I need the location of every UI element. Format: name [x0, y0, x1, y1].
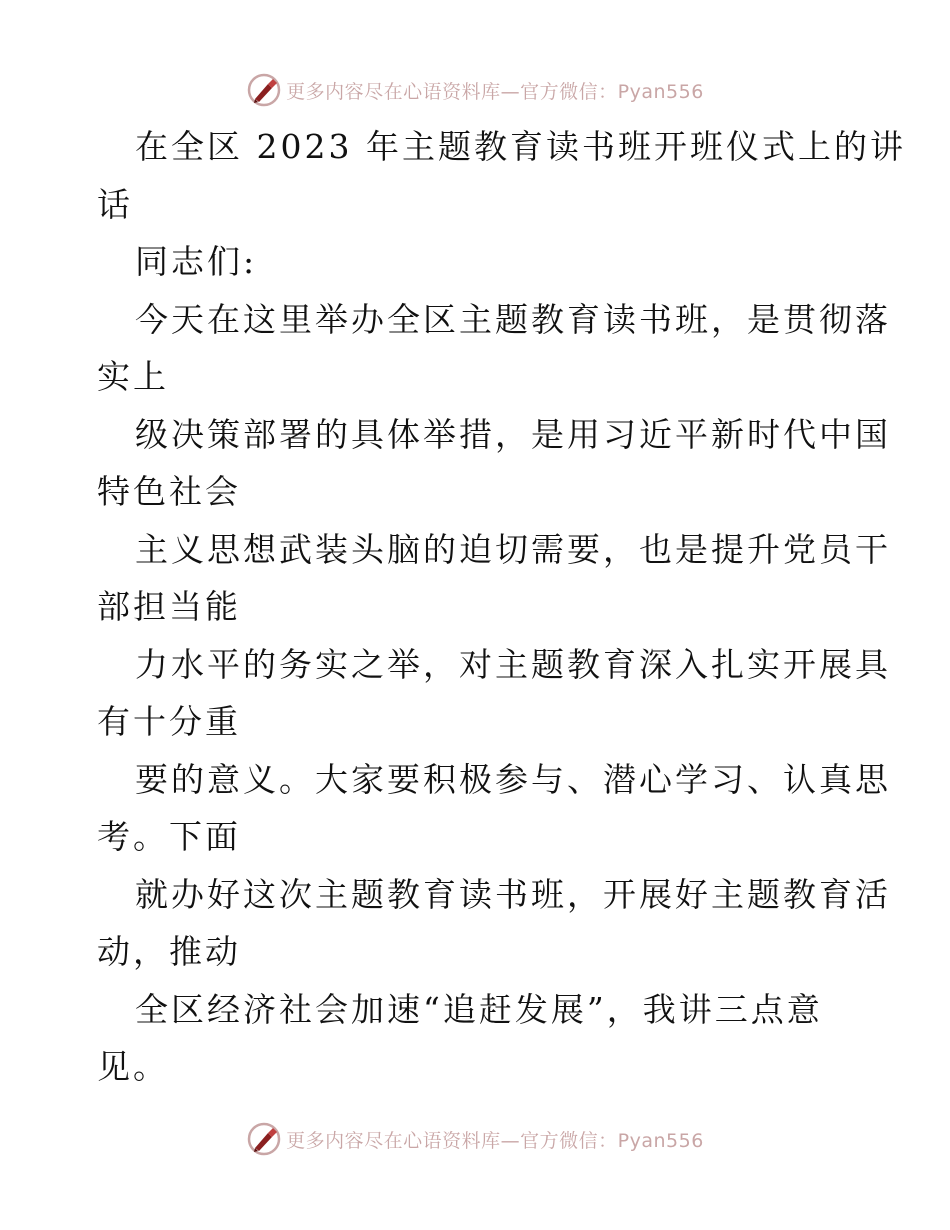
text-line: 今天在这里举办全区主题教育读书班，是贯彻落	[135, 299, 891, 339]
header-watermark	[0, 70, 950, 110]
text-line: 主义思想武装头脑的迫切需要，也是提升党员干	[135, 529, 891, 569]
text-line: 见。	[97, 1047, 169, 1086]
pen-logo-icon	[246, 72, 282, 108]
text-line: 考。下面	[97, 817, 241, 856]
pen-logo-icon	[246, 1121, 282, 1157]
text-line: 全区经济社会加速“追赶发展”，我讲三点意	[135, 989, 823, 1029]
document-body	[97, 118, 906, 1096]
text-line: 话	[97, 184, 133, 224]
text-line: 力水平的务实之举，对主题教育深入扎实开展具	[135, 644, 891, 684]
watermark-text: 更多内容尽在心语资料库—官方微信：Pyan556	[286, 80, 704, 103]
footer-watermark	[0, 1119, 950, 1159]
text-line: 要的意义。大家要积极参与、潜心学习、认真思	[135, 759, 891, 799]
text-line: 部担当能	[97, 587, 241, 626]
text-line: 级决策部署的具体举措，是用习近平新时代中国	[135, 414, 891, 454]
text-line: 特色社会	[97, 472, 241, 511]
text-line: 有十分重	[97, 702, 241, 741]
text-line: 同志们:	[135, 242, 258, 281]
text-line: 就办好这次主题教育读书班，开展好主题教育活	[135, 874, 891, 914]
text-line: 在全区 2023 年主题教育读书班开班仪式上的讲	[135, 127, 906, 166]
watermark-text: 更多内容尽在心语资料库—官方微信：Pyan556	[286, 1129, 704, 1152]
text-line: 动，推动	[97, 932, 241, 971]
text-line: 实上	[97, 357, 169, 396]
